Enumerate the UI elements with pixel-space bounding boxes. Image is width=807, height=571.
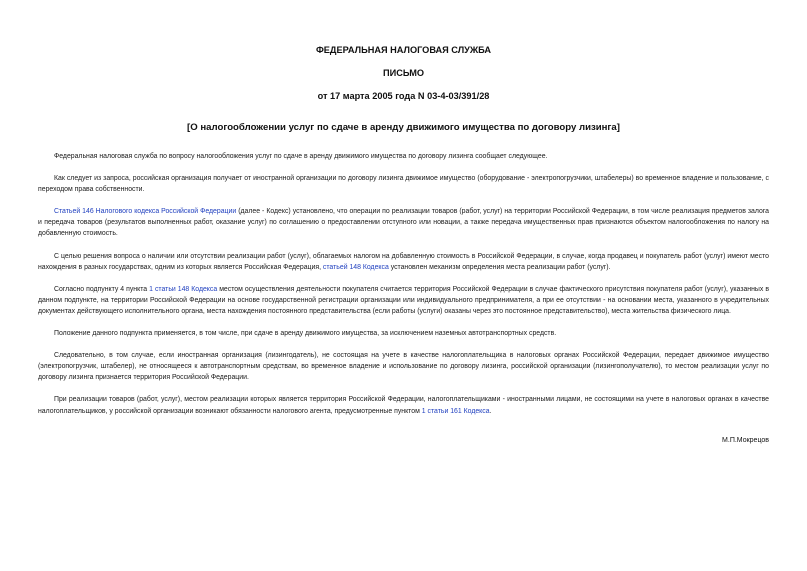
signature: М.П.Мокрецов: [722, 437, 769, 444]
paragraph-8-text-a: При реализации товаров (работ, услуг), местом реализации которых является территория Российской Федерации, налогоплательщиками - иностранными лицами, не состоящими на учете в налоговых органах в качестве налогоплательщиков, у российской организации возникают обязанности налогового агента, предусмотренные пунктом: [38, 396, 769, 415]
link-article-148-p1[interactable]: 1 статьи 148 Кодекса: [149, 285, 218, 293]
paragraph-5-text-b: местом осуществления деятельности покупателя считается территория Российской Федерации в случае фактического присутствия покупателя работ (услуг), указанных в данном подпункте, на территории Российской Федерации на основе государственной регистрации организации или индивидуального предпринимателя, а при ее отсутствии - на основании места, указанного в учредительных документах действующего исполнительного органа, места нахождения постоянного представительства (если работы (услуги) оказаны через это постоянное представительство), места жительства физического лица.: [38, 285, 769, 315]
paragraph-5-text-a: Согласно подпункту 4 пункта: [54, 285, 150, 293]
document-type: ПИСЬМО: [382, 68, 425, 78]
document-body: [38, 151, 769, 428]
paragraph-1: Федеральная налоговая служба по вопросу налогообложения услуг по сдаче в аренду движимого имущества по договору лизинга сообщает следующее.: [54, 153, 548, 160]
paragraph-4-text-b: установлен механизм определения места реализации работ (услуг).: [388, 263, 611, 271]
agency-title: ФЕДЕРАЛЬНАЯ НАЛОГОВАЯ СЛУЖБА: [315, 45, 492, 55]
paragraph-6: Положение данного подпункта применяется, в том числе, при сдаче в аренду движимого имущества, за исключением наземных автотранспортных средств.: [54, 330, 557, 338]
paragraph-8-text-b: .: [489, 407, 492, 415]
link-article-161[interactable]: 1 статьи 161 Кодекса: [421, 407, 490, 415]
document-date-number: от 17 марта 2005 года N 03-4-03/391/28: [317, 91, 490, 101]
paragraph-8: [38, 394, 769, 416]
paragraph-5: [38, 284, 769, 317]
paragraph-2: Как следует из запроса, российская организация получает от иностранной организации по договору лизинга движимое имущество (оборудование - электропогрузчики, штабелеры) во временное владение и пользование, с переходом права собственности.: [38, 175, 769, 194]
paragraph-4: [38, 251, 769, 273]
paragraph-3-text: (далее - Кодекс) установлено, что операции по реализации товаров (работ, услуг) на территории Российской Федерации, в том числе реализация предметов залога и передача товаров (результатов выполненных работ, оказание услуг) по соглашению о предоставлении отступного или новации, а также передача имущественных прав признаются объектом налогообложения по налогу на добавленную стоимость.: [38, 208, 769, 238]
link-article-148[interactable]: статьей 148 Кодекса: [322, 263, 389, 271]
paragraph-7: Следовательно, в том случае, если иностранная организация (лизингодатель), не состоящая на учете в качестве налогоплательщика в налоговых органах Российской Федерации, передает движимое имущество (электропогрузчик, штабелер), не относящееся к автотранспортным средствам, во временное владение и использование по договору лизинга, российской организации (лизингополучателю), то местом реализации услуг по договору лизинга признается территория Российской Федерации.: [38, 352, 769, 382]
paragraph-4-text-a: С целью решения вопроса о наличии или отсутствии реализации работ (услуг), облагаемых налогом на добавленную стоимость в Российской Федерации, в случае, когда продавец и покупатель работ (услуг) имеют место нахождения в разных государствах, одним из которых является Российская Федерация,: [38, 252, 769, 271]
link-article-146[interactable]: Статьей 146 Налогового кодекса Российской Федерации: [54, 208, 237, 216]
document-subject: [О налогообложении услуг по сдаче в аренду движимого имущества по договору лизинга]: [187, 122, 620, 133]
paragraph-3: [38, 206, 769, 239]
